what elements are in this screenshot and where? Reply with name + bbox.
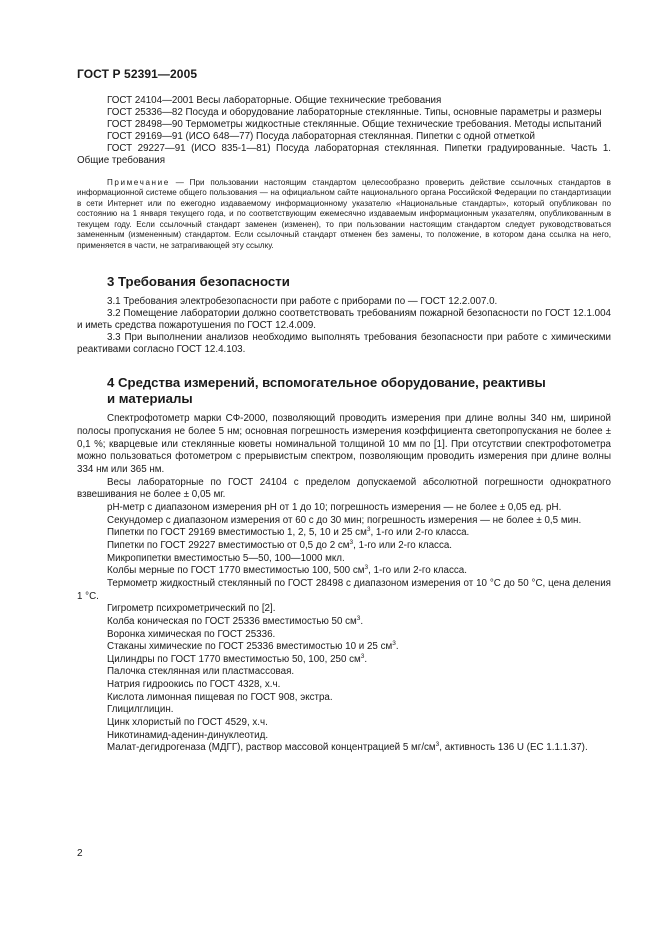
- equipment-item: [77, 641, 611, 654]
- section-4-heading-line-2: и материалы: [107, 390, 193, 406]
- equipment-item: [77, 629, 611, 642]
- equipment-item-text: рН-метр с диапазоном измерения рН от 1 до 10; погрешность измерения — не более ± 0,05 ед. рН.: [107, 501, 562, 513]
- equipment-item: [77, 553, 611, 566]
- unit-superscript: 3: [349, 538, 354, 546]
- equipment-item-tail: .: [364, 653, 368, 665]
- unit-superscript: 3: [364, 564, 369, 572]
- note-label: Примечание: [107, 177, 170, 187]
- equipment-item-text: Секундомер с диапазоном измерения от 60 с до 30 мин; погрешность измерения — не более ± 0,5 мин.: [107, 514, 582, 526]
- equipment-item-text: Колба коническая по ГОСТ 25336 вместимостью 50 см: [107, 615, 357, 627]
- norm-ref-item: ГОСТ 24104—2001 Весы лабораторные. Общие технические требования: [107, 95, 442, 106]
- page-number: 2: [77, 848, 83, 859]
- safety-item: 3.2 Помещение лаборатории должно соответствовать требованиям пожарной безопасности по ГОСТ 12.1.004 и иметь средства пожаротушения по ГОСТ 12.4.009.: [77, 307, 611, 332]
- norm-ref-item: ГОСТ 28498—90 Термометры жидкостные стеклянные. Общие технические требования. Методы испытаний: [107, 119, 602, 131]
- equipment-item-text: Колбы мерные по ГОСТ 1770 вместимостью 100, 500 см: [107, 565, 365, 577]
- references-note: [77, 178, 611, 252]
- equipment-item-text: Пипетки по ГОСТ 29227 вместимостью от 0,5 до 2 см: [107, 539, 350, 551]
- equipment-item-tail: , активность 136 U (ЕС 1.1.1.37).: [439, 742, 588, 754]
- safety-item: 3.3 При выполнении анализов необходимо выполнять требования безопасности при работе с химическими реактивами согласно ГОСТ 12.4.103.: [77, 332, 611, 356]
- section-3-body: [77, 296, 611, 356]
- equipment-item: [77, 527, 611, 540]
- equipment-item: [77, 616, 611, 629]
- equipment-item: [77, 730, 611, 743]
- equipment-item-text: Кислота лимонная пищевая по ГОСТ 908, экстра.: [107, 691, 333, 703]
- equipment-item: [77, 540, 611, 553]
- equipment-item-text: Цинк хлористый по ГОСТ 4529, х.ч.: [107, 717, 268, 729]
- document-code-header: ГОСТ Р 52391—2005: [77, 67, 198, 81]
- equipment-item: [77, 692, 611, 705]
- equipment-item-text: Спектрофотометр марки СФ-2000, позволяющий проводить измерения при длине волны 340 нм, шириной полосы пропускания не более 5 нм; основная погрешность измерения коэффициента светопропускания не более ± 0,1 %; кварцевые или стеклянные кюветы номинальной толщиной 10 мм по [1]. При отсутствии спектрофотометра можно пользоваться фотометром с прерывистым спектром, позволяющим проводить измерения при длине волны 334 нм или 365 нм.: [77, 413, 611, 475]
- equipment-item-tail: , 1-го или 2-го класса.: [353, 539, 453, 551]
- equipment-item-text: Палочка стеклянная или пластмассовая.: [107, 666, 295, 678]
- equipment-item: [77, 515, 611, 528]
- equipment-item: [77, 502, 611, 515]
- unit-superscript: 3: [392, 640, 396, 648]
- equipment-item: [77, 704, 611, 717]
- equipment-item: [77, 565, 611, 578]
- equipment-item-text: Никотинамид-аденин-динуклеотид.: [107, 729, 269, 741]
- equipment-item: [77, 666, 611, 679]
- equipment-item-text: Воронка химическая по ГОСТ 25336.: [107, 628, 276, 640]
- equipment-item: [77, 654, 611, 667]
- equipment-item: [77, 717, 611, 730]
- norm-ref-item: ГОСТ 25336—82 Посуда и оборудование лабораторные стеклянные. Типы, основные параметры и размеры: [107, 107, 602, 119]
- norm-ref-item: ГОСТ 29169—91 (ИСО 648—77) Посуда лабораторная стеклянная. Пипетки с одной отметкой: [107, 131, 536, 143]
- equipment-item-tail: , 1-го или 2-го класса.: [368, 565, 467, 577]
- equipment-item: [77, 578, 611, 603]
- note-text: — При пользовании настоящим стандартом целесообразно проверить действие ссылочных стандартов в информационной системе общего пользования — на официальном сайте национального органа Российской Федерации по стандартизации в сети Интернет или по ежегодно издаваемому информационному указателю «Национальные стандарты», который опубликован по состоянию на 1 января текущего года, и по соответствующим ежемесячно издаваемым информационным указателям, опубликованным в текущем году. Если ссылочный стандарт заменен (изменен), то при пользовании настоящим стандартом следует руководствоваться замененным (измененным) стандартом. Если ссылочный стандарт отменен без замены, то положение, в котором дана ссылка на него, применяется в части, не затрагивающей эту ссылку.: [77, 177, 611, 250]
- equipment-item-text: Цилиндры по ГОСТ 1770 вместимостью 50, 100, 250 см: [107, 653, 361, 665]
- section-4-heading-line-1: 4 Средства измерений, вспомогательное оборудование, реактивы: [107, 375, 546, 391]
- unit-superscript: 3: [435, 741, 440, 749]
- normative-references: [77, 95, 611, 168]
- page-content: [77, 95, 611, 755]
- section-4-body: [77, 413, 611, 755]
- equipment-item-text: Микропипетки вместимостью 5—50, 100—1000 мкл.: [107, 552, 345, 564]
- equipment-item-text: Глицилглицин.: [107, 704, 174, 716]
- equipment-item-tail: , 1-го или 2-го класса.: [370, 527, 470, 539]
- equipment-item-tail: .: [360, 615, 364, 627]
- equipment-item-text: Малат-дегидрогеназа (МДГГ), раствор массовой концентрацией 5 мг/см: [107, 742, 436, 754]
- safety-item: 3.1 Требования электробезопасности при работе с приборами по — ГОСТ 12.2.007.0.: [107, 295, 498, 307]
- equipment-item-tail: .: [395, 641, 399, 653]
- equipment-item: [77, 477, 611, 502]
- section-4-heading: [77, 375, 611, 406]
- norm-ref-item: ГОСТ 29227—91 (ИСО 835-1—81) Посуда лабораторная стеклянная. Пипетки градуированные. Часть 1. Общие требования: [77, 143, 611, 167]
- equipment-item-text: Весы лабораторные по ГОСТ 24104 с пределом допускаемой абсолютной погрешности однократного взвешивания не более ± 0,05 мг.: [77, 476, 611, 501]
- equipment-item-text: Натрия гидроокись по ГОСТ 4328, х.ч.: [107, 679, 281, 691]
- equipment-item: [77, 679, 611, 692]
- equipment-item: [77, 413, 611, 476]
- equipment-item-text: Термометр жидкостный стеклянный по ГОСТ 28498 с диапазоном измерения от 10 °С до 50 °С, цена деления 1 °С.: [77, 577, 611, 602]
- equipment-item: [77, 603, 611, 616]
- section-3-heading: 3 Требования безопасности: [107, 274, 290, 290]
- equipment-item-text: Гигрометр психрометрический по [2].: [107, 603, 276, 615]
- equipment-item-text: Пипетки по ГОСТ 29169 вместимостью 1, 2, 5, 10 и 25 см: [107, 527, 367, 539]
- equipment-item-text: Стаканы химические по ГОСТ 25336 вместимостью 10 и 25 см: [107, 641, 393, 653]
- equipment-item: [77, 742, 611, 755]
- unit-superscript: 3: [360, 652, 365, 660]
- unit-superscript: 3: [356, 614, 361, 622]
- unit-superscript: 3: [366, 526, 371, 534]
